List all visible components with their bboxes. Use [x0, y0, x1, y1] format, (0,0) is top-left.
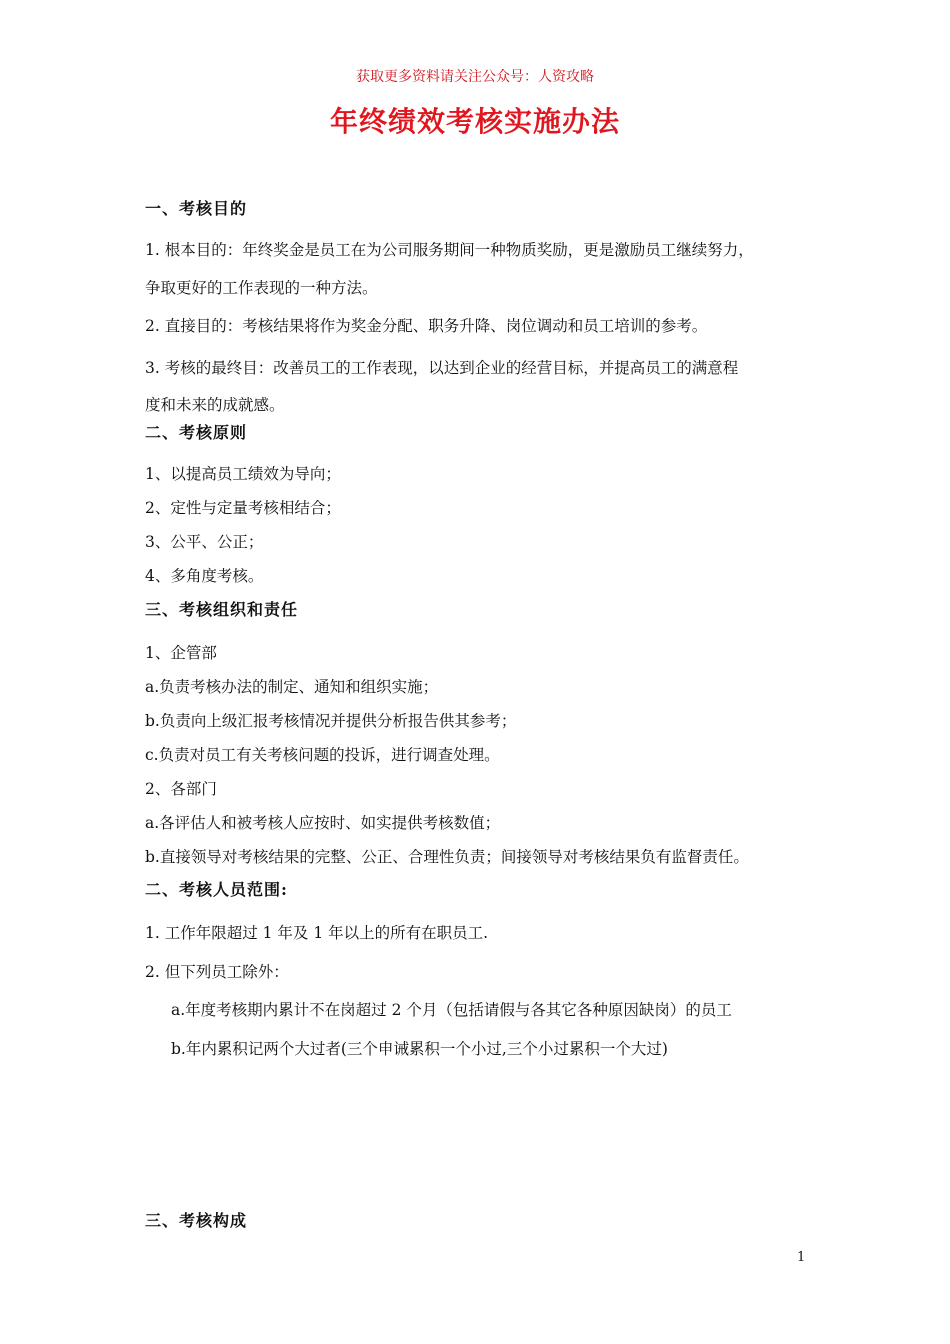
sub-item: b.年内累积记两个大过者(三个申诫累积一个小过,三个小过累积一个大过) — [171, 1040, 668, 1058]
document-title: 年终绩效考核实施办法 — [329, 105, 620, 138]
paragraph: 1. 根本目的：年终奖金是员工在为公司服务期间一种物质奖励，更是激励员工继续努力， — [145, 241, 754, 259]
list-item: b.直接领导对考核结果的完整、公正、合理性负责；间接领导对考核结果负有监督责任。 — [145, 848, 749, 866]
header-note: 获取更多资料请关注公众号：人资攻略 — [356, 69, 594, 85]
list-item: a.负责考核办法的制定、通知和组织实施； — [145, 678, 439, 696]
paragraph: 1. 工作年限超过 1 年及 1 年以上的所有在职员工. — [145, 924, 489, 942]
page-number: 1 — [797, 1250, 806, 1265]
sub-item: a.年度考核期内累计不在岗超过 2 个月（包括请假与各其它各种原因缺岗）的员工 — [171, 1001, 732, 1019]
section-heading-organization: 三、考核组织和责任 — [145, 600, 299, 619]
paragraph: 3. 考核的最终目：改善员工的工作表现，以达到企业的经营目标，并提高员工的满意程 — [145, 359, 739, 377]
list-item: c.负责对员工有关考核问题的投诉，进行调查处理。 — [145, 746, 500, 764]
section-heading-scope: 二、考核人员范围: — [145, 880, 288, 899]
list-item: 2、定性与定量考核相结合； — [145, 499, 341, 517]
paragraph: 2. 但下列员工除外： — [145, 963, 289, 981]
list-item: 2、各部门 — [145, 780, 217, 798]
paragraph: 2. 直接目的：考核结果将作为奖金分配、职务升降、岗位调动和员工培训的参考。 — [145, 317, 708, 335]
section-heading-composition: 三、考核构成 — [145, 1211, 248, 1230]
paragraph: 度和未来的成就感。 — [145, 396, 285, 414]
list-item: b.负责向上级汇报考核情况并提供分析报告供其参考； — [145, 712, 517, 730]
list-item: 1、以提高员工绩效为导向； — [145, 465, 341, 483]
list-item: a.各评估人和被考核人应按时、如实提供考核数值； — [145, 814, 501, 832]
list-item: 1、企管部 — [145, 644, 217, 662]
list-item: 4、多角度考核。 — [145, 567, 264, 585]
section-heading-principles: 二、考核原则 — [145, 423, 248, 442]
section-heading-purpose: 一、考核目的 — [145, 199, 248, 218]
paragraph: 争取更好的工作表现的一种方法。 — [145, 279, 378, 297]
list-item: 3、公平、公正； — [145, 533, 264, 551]
